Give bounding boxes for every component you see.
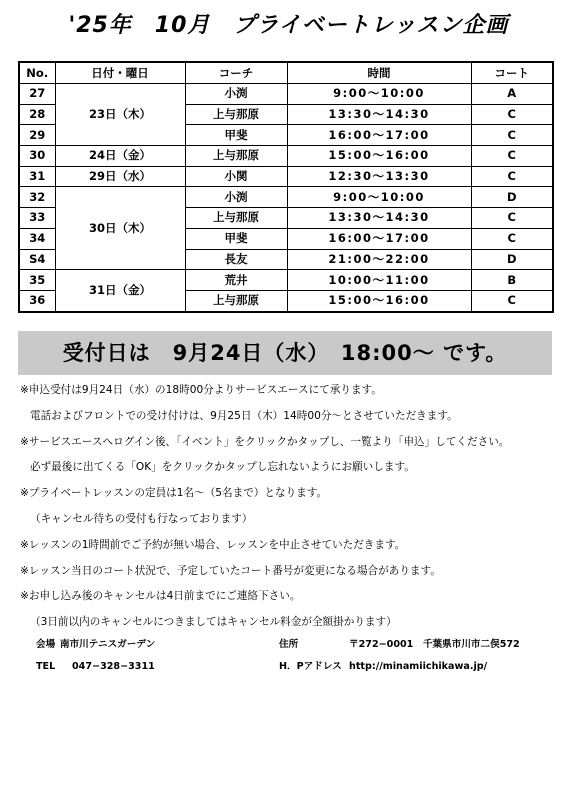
cell-coach: 上与那原	[185, 146, 287, 167]
note-line: ※レッスン当日のコート状況で、予定していたコート番号が変更になる場合があります。	[20, 564, 441, 577]
cell-court: D	[471, 249, 553, 270]
table-row	[19, 166, 553, 187]
cell-coach: 上与那原	[185, 290, 287, 311]
cell-no: 33	[19, 208, 55, 229]
cell-date: 31日（金）	[55, 270, 185, 312]
hp-label: H．Pアドレス	[279, 661, 342, 672]
note-line: ※プライベートレッスンの定員は1名〜（5名まで）となります。	[20, 487, 328, 500]
cell-no: 34	[19, 228, 55, 249]
lesson-schedule-table	[18, 61, 554, 313]
footer-row-venue	[36, 634, 566, 656]
cell-time: 9:00〜10:00	[287, 187, 471, 208]
cell-coach: 上与那原	[185, 104, 287, 125]
footer-row-contact	[36, 656, 566, 678]
cell-court: D	[471, 187, 553, 208]
venue-name: 南市川テニスガーデン	[60, 639, 156, 650]
cell-court: C	[471, 146, 553, 167]
cell-time: 9:00〜10:00	[287, 84, 471, 105]
footer-info	[36, 634, 566, 678]
address-value: 〒272−0001 千葉県市川市二俣572	[349, 639, 520, 650]
tel-label: TEL	[36, 661, 56, 672]
table-row	[19, 270, 553, 291]
cell-court: C	[471, 228, 553, 249]
cell-coach: 小渕	[185, 187, 287, 208]
header-coach: コーチ	[185, 62, 287, 84]
cell-coach: 荒井	[185, 270, 287, 291]
cell-court: C	[471, 166, 553, 187]
note-line: ※お申し込み後のキャンセルは4日前までにご連絡下さい。	[20, 590, 301, 603]
notes-section	[20, 381, 570, 639]
table-row	[19, 84, 553, 105]
cell-no: 31	[19, 166, 55, 187]
cell-time: 12:30〜13:30	[287, 166, 471, 187]
note-line: ※レッスンの1時間前でご予約が無い場合、レッスンを中止させていただきます。	[20, 538, 406, 551]
page-title: '25年 10月 プライベートレッスン企画	[68, 13, 509, 38]
cell-time: 10:00〜11:00	[287, 270, 471, 291]
cell-date: 29日（水）	[55, 166, 185, 187]
note-line: ※サービスエースへログイン後、「イベント」をクリックかタップし、一覧より「申込」してください。	[20, 435, 510, 448]
cell-no: 29	[19, 125, 55, 146]
cell-time: 15:00〜16:00	[287, 290, 471, 311]
cell-time: 16:00〜17:00	[287, 228, 471, 249]
hp-link[interactable]: http://minamiichikawa.jp/	[349, 661, 488, 672]
cell-coach: 甲斐	[185, 228, 287, 249]
cell-coach: 甲斐	[185, 125, 287, 146]
header-court: コート	[471, 62, 553, 84]
cell-court: A	[471, 84, 553, 105]
cell-time: 13:30〜14:30	[287, 104, 471, 125]
cell-no: 35	[19, 270, 55, 291]
cell-time: 15:00〜16:00	[287, 146, 471, 167]
header-time: 時間	[287, 62, 471, 84]
cell-date: 24日（金）	[55, 146, 185, 167]
note-line: 必ず最後に出てくる「OK」をクリックかタップし忘れないようにお願いします。	[30, 461, 415, 474]
cell-court: B	[471, 270, 553, 291]
cell-court: C	[471, 290, 553, 311]
reception-date-banner: 受付日は 9月24日（水） 18:00〜 です。	[18, 331, 552, 375]
cell-no: 32	[19, 187, 55, 208]
cell-date: 23日（木）	[55, 84, 185, 146]
note-line: （キャンセル待ちの受付も行なっております）	[30, 512, 253, 525]
cell-coach: 小渕	[185, 84, 287, 105]
cell-coach: 小関	[185, 166, 287, 187]
table-row	[19, 187, 553, 208]
note-line: 電話およびフロントでの受け付けは、9月25日（木）14時00分〜とさせていただきます。	[30, 409, 458, 422]
cell-date: 30日（木）	[55, 187, 185, 270]
table-header-row	[19, 62, 553, 84]
cell-time: 16:00〜17:00	[287, 125, 471, 146]
cell-court: C	[471, 104, 553, 125]
cell-no: 27	[19, 84, 55, 105]
cell-time: 13:30〜14:30	[287, 208, 471, 229]
cell-no: 28	[19, 104, 55, 125]
note-line: ※申込受付は9月24日（水）の18時00分よりサービスエースにて承ります。	[20, 384, 382, 396]
cell-time: 21:00〜22:00	[287, 249, 471, 270]
note-line: （3日前以内のキャンセルにつきましてはキャンセル料金が全額掛かります）	[30, 616, 397, 629]
tel-value: 047−328−3311	[72, 661, 155, 672]
address-label: 住所	[279, 639, 299, 650]
cell-no: S4	[19, 249, 55, 270]
cell-coach: 上与那原	[185, 208, 287, 229]
venue-label: 会場	[36, 639, 56, 650]
cell-no: 36	[19, 290, 55, 311]
cell-court: C	[471, 125, 553, 146]
cell-no: 30	[19, 146, 55, 167]
header-date: 日付・曜日	[55, 62, 185, 84]
table-row	[19, 146, 553, 167]
cell-court: C	[471, 208, 553, 229]
cell-coach: 長友	[185, 249, 287, 270]
header-no: No.	[19, 62, 55, 84]
